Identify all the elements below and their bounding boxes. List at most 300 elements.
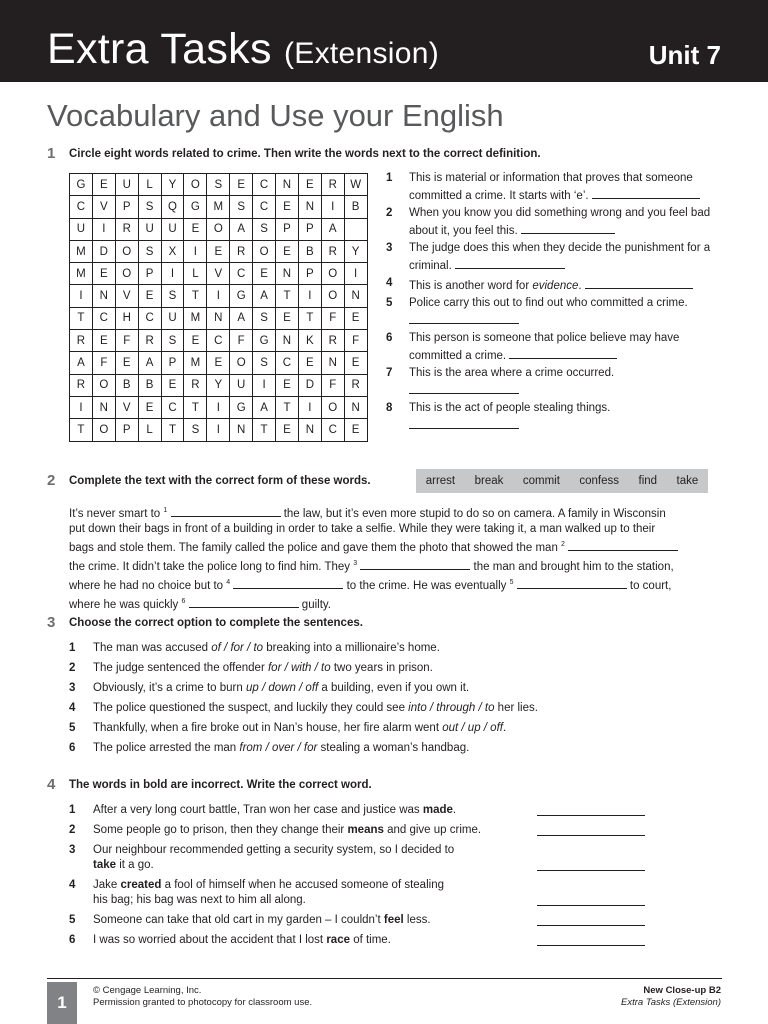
item-line xyxy=(93,893,444,908)
answer-blank[interactable] xyxy=(409,381,519,394)
answer-blank[interactable] xyxy=(585,276,693,289)
grid-row xyxy=(70,352,368,374)
grid-cell[interactable]: E xyxy=(161,374,184,396)
grid-cell[interactable]: E xyxy=(115,352,138,374)
grid-cell[interactable]: T xyxy=(276,285,299,307)
grid-cell[interactable]: O xyxy=(115,240,138,262)
item-line xyxy=(93,843,454,858)
grid-cell[interactable]: D xyxy=(92,240,115,262)
task2-text-span: guilty. xyxy=(298,599,331,612)
grid-cell[interactable]: I xyxy=(253,374,276,396)
grid-cell[interactable]: B xyxy=(115,374,138,396)
grid-cell[interactable]: N xyxy=(298,196,321,218)
grid-cell[interactable]: A xyxy=(230,307,253,329)
grid-cell[interactable]: L xyxy=(184,263,207,285)
answer-blank[interactable] xyxy=(521,221,615,234)
grid-cell[interactable]: R xyxy=(115,218,138,240)
grid-cell[interactable]: T xyxy=(70,419,93,441)
grid-cell[interactable]: A xyxy=(70,352,93,374)
definition-number: 6 xyxy=(386,332,393,344)
definition-text-span: Police carry this out to find out who committed a crime. xyxy=(409,297,688,309)
task2-text-span: the man and brought him to the station, xyxy=(470,561,674,574)
grid-cell[interactable]: L xyxy=(138,174,161,196)
gap-blank[interactable] xyxy=(517,576,627,589)
grid-cell[interactable]: V xyxy=(92,196,115,218)
grid-cell[interactable]: E xyxy=(92,174,115,196)
grid-cell[interactable]: O xyxy=(207,218,230,240)
grid-cell[interactable]: M xyxy=(184,352,207,374)
grid-cell[interactable]: O xyxy=(321,285,344,307)
grid-cell[interactable]: I xyxy=(344,263,367,285)
grid-cell[interactable]: G xyxy=(70,174,93,196)
item-text-span: The judge sentenced the offender xyxy=(93,662,268,674)
grid-cell[interactable]: O xyxy=(184,174,207,196)
item-text-span: . xyxy=(452,804,457,816)
grid-row xyxy=(70,174,368,196)
word-bank-item: find xyxy=(638,475,658,487)
item-text-span: Some people go to prison, then they change their xyxy=(93,824,348,836)
grid-cell[interactable]: R xyxy=(138,330,161,352)
item-number: 6 xyxy=(69,742,76,754)
item-text-span: a fool of himself when he accused someone of stealing xyxy=(161,879,444,891)
grid-cell[interactable]: G xyxy=(230,285,253,307)
grid-cell[interactable]: N xyxy=(92,285,115,307)
grid-cell[interactable]: R xyxy=(321,330,344,352)
task2-text-span: to the crime. He was eventually xyxy=(343,580,510,593)
definition-text xyxy=(409,206,719,238)
item-number: 3 xyxy=(69,844,76,856)
grid-cell[interactable]: E xyxy=(276,307,299,329)
word-bank-item: break xyxy=(474,475,504,487)
grid-cell[interactable]: S xyxy=(161,285,184,307)
definition-number: 1 xyxy=(386,172,393,184)
item-text xyxy=(93,913,431,928)
grid-cell[interactable]: F xyxy=(92,352,115,374)
grid-cell[interactable]: R xyxy=(70,330,93,352)
task2-line xyxy=(69,537,725,556)
grid-cell[interactable]: P xyxy=(138,263,161,285)
grid-cell[interactable]: F xyxy=(321,307,344,329)
grid-cell[interactable]: C xyxy=(321,419,344,441)
grid-cell[interactable]: A xyxy=(321,218,344,240)
definition-text xyxy=(409,241,719,273)
answer-line[interactable] xyxy=(537,945,645,946)
grid-cell[interactable]: B xyxy=(344,196,367,218)
item-text xyxy=(93,701,538,716)
definition-number: 7 xyxy=(386,367,393,379)
option-choices[interactable]: out / up / off xyxy=(442,722,503,734)
item-line xyxy=(93,823,481,838)
item-number: 1 xyxy=(69,642,76,654)
option-choices[interactable]: up / down / off xyxy=(245,682,319,694)
grid-cell[interactable]: I xyxy=(70,396,93,418)
grid-cell[interactable]: P xyxy=(298,218,321,240)
item-text xyxy=(93,721,506,736)
grid-cell[interactable]: P xyxy=(115,419,138,441)
grid-cell[interactable]: T xyxy=(161,419,184,441)
grid-row xyxy=(70,285,368,307)
grid-cell[interactable]: I xyxy=(161,263,184,285)
unit-label: Unit 7 xyxy=(648,40,721,70)
incorrect-word: created xyxy=(120,879,162,891)
grid-row xyxy=(70,240,368,262)
grid-cell[interactable]: T xyxy=(70,307,93,329)
gap-number: 3 xyxy=(353,560,358,568)
grid-cell[interactable]: N xyxy=(230,419,253,441)
grid-cell[interactable]: K xyxy=(298,330,321,352)
grid-cell[interactable]: P xyxy=(115,196,138,218)
item-number: 1 xyxy=(69,804,76,816)
grid-cell[interactable]: O xyxy=(321,396,344,418)
item-number: 4 xyxy=(69,702,76,714)
grid-cell[interactable]: B xyxy=(298,240,321,262)
grid-cell[interactable]: O xyxy=(321,263,344,285)
grid-cell[interactable]: F xyxy=(321,374,344,396)
gap-number: 5 xyxy=(509,579,514,587)
item-text xyxy=(93,641,440,656)
grid-cell[interactable]: U xyxy=(161,307,184,329)
grid-cell[interactable]: U xyxy=(70,218,93,240)
grid-cell[interactable]: C xyxy=(230,263,253,285)
gap-blank[interactable] xyxy=(171,504,281,517)
copyright-text: © Cengage Learning, Inc. xyxy=(93,985,202,996)
grid-cell[interactable]: N xyxy=(276,263,299,285)
grid-cell[interactable]: S xyxy=(253,218,276,240)
grid-cell[interactable]: C xyxy=(161,396,184,418)
item-text-span: it a go. xyxy=(116,859,154,871)
header-title xyxy=(47,24,439,79)
grid-cell[interactable]: E xyxy=(138,285,161,307)
grid-cell[interactable]: P xyxy=(298,263,321,285)
grid-cell[interactable]: M xyxy=(70,240,93,262)
grid-cell[interactable]: U xyxy=(138,218,161,240)
gap-blank[interactable] xyxy=(233,576,343,589)
task2-text-span: where he had no choice but to xyxy=(69,580,227,593)
grid-cell[interactable]: C xyxy=(138,307,161,329)
option-choices[interactable]: for / with / to xyxy=(267,662,331,674)
definition-number: 3 xyxy=(386,242,393,254)
grid-cell[interactable]: E xyxy=(184,330,207,352)
definition-text xyxy=(409,171,719,203)
grid-cell[interactable]: M xyxy=(184,307,207,329)
answer-blank[interactable] xyxy=(409,416,519,429)
item-text-span: The man was accused xyxy=(93,642,212,654)
grid-cell[interactable]: I xyxy=(184,240,207,262)
definition-text-span: The judge does this when they decide the punishment for a criminal. xyxy=(409,242,711,272)
item-text-span: Someone can take that old cart in my garden – I couldn’t xyxy=(93,914,384,926)
grid-cell[interactable]: N xyxy=(207,307,230,329)
grid-cell[interactable]: W xyxy=(344,174,367,196)
word-bank xyxy=(416,469,708,493)
task4-instruction: The words in bold are incorrect. Write the correct word. xyxy=(69,779,372,791)
item-number: 2 xyxy=(69,824,76,836)
incorrect-word: take xyxy=(93,859,117,871)
grid-cell[interactable]: O xyxy=(253,240,276,262)
grid-cell[interactable]: Y xyxy=(344,240,367,262)
item-text-span: Our neighbour recommended getting a security system, so I decided to xyxy=(93,844,455,856)
task2-text-span: to court, xyxy=(626,580,672,593)
item-text-span: Thankfully, when a fire broke out in Nan’s house, her fire alarm went xyxy=(93,722,443,734)
grid-cell[interactable]: N xyxy=(298,419,321,441)
grid-cell[interactable]: C xyxy=(253,174,276,196)
item-number: 6 xyxy=(69,934,76,946)
option-choices[interactable]: from / over / for xyxy=(239,742,318,754)
grid-cell[interactable]: X xyxy=(161,240,184,262)
definition-number: 5 xyxy=(386,297,393,309)
grid-cell[interactable]: R xyxy=(230,240,253,262)
incorrect-word: feel xyxy=(383,914,404,926)
gap-number: 2 xyxy=(561,541,565,549)
definition-number: 4 xyxy=(386,277,393,289)
definition-number: 8 xyxy=(386,402,393,414)
task2-text-span: the crime. It didn’t take the police long to find him. They xyxy=(69,561,354,574)
grid-cell[interactable]: E xyxy=(276,419,299,441)
grid-cell[interactable]: E xyxy=(207,352,230,374)
answer-line[interactable] xyxy=(537,905,645,906)
task2-line xyxy=(69,522,725,537)
grid-cell[interactable]: T xyxy=(253,419,276,441)
grid-cell[interactable]: A xyxy=(253,285,276,307)
definition-text-span: This is material or information that proves that someone committed a crime. It starts with ‘e’. xyxy=(409,172,693,202)
option-choices[interactable]: into / through / to xyxy=(408,702,495,714)
grid-cell[interactable]: M xyxy=(70,263,93,285)
task2-line xyxy=(69,575,725,594)
header-title-sub: (Extension) xyxy=(284,37,440,70)
item-text-span: Jake xyxy=(93,879,121,891)
grid-cell[interactable]: N xyxy=(276,330,299,352)
item-text-span: a building, even if you own it. xyxy=(318,682,470,694)
definition-text-span: This is the area where a crime occurred. xyxy=(409,367,615,379)
item-text xyxy=(93,741,469,756)
item-text xyxy=(93,823,481,838)
task1-number: 1 xyxy=(47,145,56,162)
grid-row xyxy=(70,263,368,285)
answer-blank[interactable] xyxy=(509,346,617,359)
answer-blank[interactable] xyxy=(455,256,565,269)
grid-cell[interactable]: N xyxy=(344,285,367,307)
task2-text xyxy=(69,503,725,613)
grid-cell[interactable]: V xyxy=(115,396,138,418)
grid-row xyxy=(70,196,368,218)
grid-cell[interactable]: E xyxy=(230,174,253,196)
grid-cell[interactable]: L xyxy=(138,419,161,441)
grid-cell[interactable]: Q xyxy=(161,196,184,218)
grid-cell[interactable]: E xyxy=(253,263,276,285)
grid-cell[interactable]: O xyxy=(115,263,138,285)
gap-number: 1 xyxy=(163,507,168,514)
grid-cell[interactable]: T xyxy=(298,307,321,329)
grid-cell[interactable]: N xyxy=(276,174,299,196)
grid-cell[interactable]: E xyxy=(298,352,321,374)
grid-cell[interactable]: I xyxy=(70,285,93,307)
grid-cell[interactable]: S xyxy=(253,307,276,329)
item-text-span: his bag; his bag was next to him all along. xyxy=(93,894,306,906)
task2-number: 2 xyxy=(47,472,56,489)
grid-cell[interactable]: E xyxy=(344,419,367,441)
grid-cell[interactable]: I xyxy=(207,419,230,441)
item-text-span: and give up crime. xyxy=(383,824,482,836)
item-number: 5 xyxy=(69,914,76,926)
grid-cell[interactable]: S xyxy=(161,330,184,352)
grid-cell[interactable]: C xyxy=(70,196,93,218)
grid-row xyxy=(70,330,368,352)
grid-cell[interactable]: S xyxy=(253,352,276,374)
grid-cell[interactable]: V xyxy=(207,263,230,285)
answer-line[interactable] xyxy=(537,815,645,816)
book-subtitle: Extra Tasks (Extension) xyxy=(621,997,721,1008)
grid-cell[interactable]: E xyxy=(276,240,299,262)
grid-cell[interactable]: Y xyxy=(161,174,184,196)
gap-blank[interactable] xyxy=(568,538,678,551)
grid-cell[interactable]: I xyxy=(298,396,321,418)
answer-line[interactable] xyxy=(537,925,645,926)
incorrect-word: means xyxy=(347,824,384,836)
item-number: 4 xyxy=(69,879,76,891)
grid-cell[interactable]: U xyxy=(115,174,138,196)
definition-text-span: . xyxy=(578,280,582,292)
grid-cell[interactable]: D xyxy=(298,374,321,396)
task2-text-span: where he was quickly xyxy=(69,599,182,612)
answer-blank[interactable] xyxy=(592,186,700,199)
grid-cell[interactable]: F xyxy=(344,330,367,352)
grid-cell[interactable]: R xyxy=(321,174,344,196)
grid-cell[interactable]: Y xyxy=(207,374,230,396)
section-title: Vocabulary and Use your English xyxy=(47,98,504,133)
grid-cell[interactable]: E xyxy=(92,330,115,352)
task3-instruction: Choose the correct option to complete the sentences. xyxy=(69,617,363,629)
task4-number: 4 xyxy=(47,776,56,793)
definition-text xyxy=(409,401,719,433)
item-line xyxy=(93,878,444,893)
grid-cell[interactable]: O xyxy=(92,419,115,441)
grid-cell[interactable]: C xyxy=(92,307,115,329)
grid-cell[interactable]: F xyxy=(115,330,138,352)
grid-cell[interactable]: C xyxy=(207,330,230,352)
answer-line[interactable] xyxy=(537,870,645,871)
grid-cell[interactable]: G xyxy=(184,196,207,218)
grid-cell[interactable]: T xyxy=(276,396,299,418)
grid-cell[interactable]: N xyxy=(344,396,367,418)
answer-blank[interactable] xyxy=(409,311,519,324)
grid-cell[interactable]: G xyxy=(230,396,253,418)
grid-cell[interactable]: E xyxy=(276,196,299,218)
grid-cell[interactable]: I xyxy=(92,218,115,240)
word-search-grid[interactable] xyxy=(69,173,368,442)
definition-text xyxy=(409,366,719,398)
grid-cell[interactable]: E xyxy=(207,240,230,262)
task2-line xyxy=(69,503,725,522)
grid-cell[interactable]: R xyxy=(321,240,344,262)
grid-cell[interactable]: R xyxy=(184,374,207,396)
grid-cell[interactable]: T xyxy=(184,285,207,307)
grid-cell[interactable]: E xyxy=(138,396,161,418)
grid-cell[interactable]: A xyxy=(138,352,161,374)
gap-blank[interactable] xyxy=(360,557,470,570)
grid-cell[interactable]: U xyxy=(230,374,253,396)
gap-number: 6 xyxy=(181,598,186,606)
definition-emphasis: evidence xyxy=(532,280,579,292)
grid-cell[interactable]: A xyxy=(253,396,276,418)
grid-cell[interactable]: S xyxy=(138,240,161,262)
grid-cell[interactable]: E xyxy=(184,218,207,240)
grid-cell[interactable]: O xyxy=(230,352,253,374)
grid-cell[interactable]: C xyxy=(276,352,299,374)
gap-number: 4 xyxy=(226,579,231,587)
item-text xyxy=(93,661,433,676)
word-bank-item: commit xyxy=(522,475,560,487)
grid-cell[interactable]: S xyxy=(138,196,161,218)
grid-cell[interactable]: V xyxy=(115,285,138,307)
grid-cell[interactable]: R xyxy=(344,374,367,396)
footer-copyright xyxy=(93,985,312,1009)
grid-cell[interactable]: E xyxy=(276,374,299,396)
grid-cell[interactable]: G xyxy=(253,330,276,352)
grid-cell[interactable]: I xyxy=(207,285,230,307)
task3-number: 3 xyxy=(47,614,56,631)
item-line xyxy=(93,803,456,818)
item-text-span: After a very long court battle, Tran won her case and justice was xyxy=(93,804,423,816)
grid-cell[interactable]: E xyxy=(298,174,321,196)
item-line xyxy=(93,933,391,948)
grid-cell[interactable]: I xyxy=(321,196,344,218)
item-text-span: her lies. xyxy=(494,702,538,714)
definition-text-span: This person is someone that police believe may have committed a crime. xyxy=(409,332,680,362)
grid-cell[interactable] xyxy=(344,218,367,240)
grid-cell[interactable]: U xyxy=(161,218,184,240)
page-header xyxy=(0,0,768,82)
grid-cell[interactable]: O xyxy=(92,374,115,396)
grid-cell[interactable]: S xyxy=(184,419,207,441)
grid-cell[interactable]: S xyxy=(230,196,253,218)
grid-row xyxy=(70,419,368,441)
grid-cell[interactable]: I xyxy=(298,285,321,307)
item-text-span: . xyxy=(502,722,507,734)
incorrect-word: race xyxy=(326,934,350,946)
grid-cell[interactable]: A xyxy=(230,218,253,240)
item-text-span: Obviously, it’s a crime to burn xyxy=(93,682,246,694)
grid-cell[interactable]: R xyxy=(70,374,93,396)
grid-cell[interactable]: T xyxy=(184,396,207,418)
task2-text-span: It’s never smart to xyxy=(69,507,164,520)
grid-cell[interactable]: E xyxy=(344,307,367,329)
grid-cell[interactable]: C xyxy=(253,196,276,218)
grid-cell[interactable]: H xyxy=(115,307,138,329)
item-text-span: less. xyxy=(403,914,431,926)
grid-cell[interactable]: N xyxy=(321,352,344,374)
footer-divider xyxy=(47,978,722,979)
permission-text: Permission granted to photocopy for classroom use. xyxy=(93,997,313,1008)
item-line xyxy=(93,858,454,873)
task2-text-span: bags and stole them. The family called the police and gave them the photo that showed the man xyxy=(69,542,562,555)
task2-text-span: put down their bags in front of a building in order to take a selfie. While they were taking it, a man walked up to their xyxy=(69,523,656,536)
grid-row xyxy=(70,218,368,240)
definition-text xyxy=(409,276,719,294)
option-choices[interactable]: of / for / to xyxy=(211,642,264,654)
gap-blank[interactable] xyxy=(189,595,299,608)
item-text-span: I was so worried about the accident that I lost xyxy=(93,934,327,946)
answer-line[interactable] xyxy=(537,835,645,836)
grid-cell[interactable]: M xyxy=(207,196,230,218)
grid-cell[interactable]: E xyxy=(92,263,115,285)
grid-cell[interactable]: E xyxy=(344,352,367,374)
grid-cell[interactable]: N xyxy=(92,396,115,418)
grid-cell[interactable]: B xyxy=(138,374,161,396)
grid-cell[interactable]: F xyxy=(230,330,253,352)
grid-cell[interactable]: P xyxy=(276,218,299,240)
grid-cell[interactable]: P xyxy=(161,352,184,374)
grid-cell[interactable]: I xyxy=(207,396,230,418)
grid-cell[interactable]: S xyxy=(207,174,230,196)
